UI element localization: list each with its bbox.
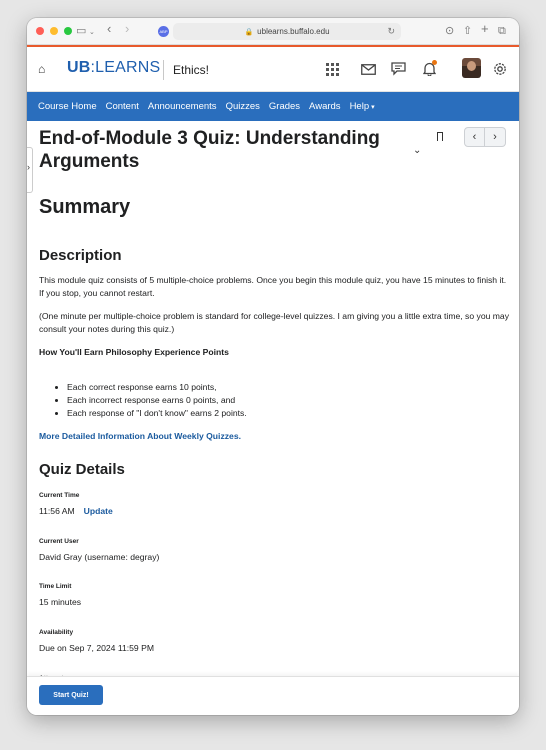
nav-announcements[interactable]: Announcements xyxy=(147,101,217,112)
bookmark-icon[interactable] xyxy=(437,132,443,141)
points-heading: How You'll Earn Philosophy Experience Points xyxy=(39,347,229,357)
points-list xyxy=(57,381,247,420)
description-note: (One minute per multiple-choice problem is standard for college-level quizzes. I am giving you a little extra time, so you may consult your notes during this quiz.) xyxy=(39,311,510,334)
browser-toolbar xyxy=(27,18,519,45)
description-heading: Description xyxy=(39,247,122,264)
course-name[interactable]: Ethics! xyxy=(173,63,210,77)
download-icon[interactable]: ⊙ xyxy=(445,25,455,37)
time-limit-value: 15 minutes xyxy=(39,597,82,607)
lock-icon: 🔒 xyxy=(244,28,254,36)
start-quiz-button[interactable]: Start Quiz! xyxy=(39,685,103,705)
current-time-value: 11:56 AM Update xyxy=(39,506,113,516)
current-time-label: Current Time xyxy=(39,492,80,499)
gear-icon[interactable] xyxy=(491,60,509,78)
list-item: • Each incorrect response earns 0 points, and xyxy=(67,394,247,407)
summary-heading: Summary xyxy=(39,196,131,218)
list-item: • Each response of "I don't know" earns 2 points. xyxy=(67,407,247,420)
avatar[interactable] xyxy=(462,58,481,78)
next-topic-button[interactable]: › xyxy=(485,127,506,147)
time-limit-label: Time Limit xyxy=(39,583,72,590)
update-time-link[interactable]: Update xyxy=(83,506,113,516)
previous-topic-button[interactable]: ‹ xyxy=(464,127,485,147)
address-bar[interactable] xyxy=(173,23,401,40)
home-icon[interactable]: ⌂ xyxy=(38,62,46,76)
forward-icon[interactable]: › xyxy=(125,21,130,36)
quiz-footer xyxy=(27,676,519,715)
extension-badge-icon[interactable]: ABP xyxy=(158,26,169,37)
list-item: • Each correct response earns 10 points, xyxy=(67,381,247,394)
nav-help[interactable]: Help ▾ xyxy=(349,101,375,112)
share-icon[interactable]: ⇧ xyxy=(463,25,473,37)
browser-window xyxy=(27,18,519,715)
tab-overview-icon[interactable]: ⧉ xyxy=(498,25,506,37)
back-icon[interactable]: ‹ xyxy=(107,21,112,36)
close-window-button[interactable] xyxy=(36,27,44,35)
new-tab-icon[interactable]: + xyxy=(481,21,489,36)
url-text: ublearns.buffalo.edu xyxy=(257,27,330,36)
chevron-down-icon[interactable]: ⌄ xyxy=(89,29,95,36)
lms-header xyxy=(27,47,519,92)
topic-pager xyxy=(464,127,506,147)
zoom-window-button[interactable] xyxy=(64,27,72,35)
nav-course-home[interactable]: Course Home xyxy=(38,101,97,112)
main-content xyxy=(27,121,519,676)
message-icon[interactable] xyxy=(359,60,377,78)
description-paragraph: This module quiz consists of 5 multiple-choice problems. Once you begin this module quiz, you have 15 minutes to finish it. If you stop, you cannot restart. xyxy=(39,275,507,298)
nav-quizzes[interactable]: Quizzes xyxy=(225,101,260,112)
chat-icon[interactable] xyxy=(389,60,407,78)
header-divider xyxy=(163,60,164,80)
window-controls xyxy=(36,27,72,35)
page-title: End-of-Module 3 Quiz: Understanding Arguments xyxy=(39,128,380,172)
notification-bell-icon[interactable] xyxy=(420,60,438,78)
current-user-value: David Gray (username: degray) xyxy=(39,552,160,562)
nav-grades[interactable]: Grades xyxy=(268,101,301,112)
current-user-label: Current User xyxy=(39,538,79,545)
sidebar-icon[interactable]: ▭ xyxy=(76,25,87,37)
quiz-details-heading: Quiz Details xyxy=(39,461,125,478)
availability-label: Availability xyxy=(39,629,74,636)
notification-dot-icon xyxy=(432,60,437,65)
ub-learns-logo[interactable]: UB:LEARNS xyxy=(67,59,161,76)
course-navbar xyxy=(27,92,519,121)
reload-icon[interactable]: ↻ xyxy=(387,26,395,36)
more-info-link[interactable]: More Detailed Information About Weekly Quizzes. xyxy=(39,431,241,441)
nav-content[interactable]: Content xyxy=(105,101,139,112)
availability-value: Due on Sep 7, 2024 11:59 PM xyxy=(39,643,154,653)
side-panel-toggle[interactable] xyxy=(27,147,33,193)
nav-awards[interactable]: Awards xyxy=(309,101,341,112)
chevron-down-icon[interactable]: ⌄ xyxy=(413,145,422,156)
minimize-window-button[interactable] xyxy=(50,27,58,35)
course-selector-icon[interactable] xyxy=(323,60,341,78)
chevron-down-icon: ▾ xyxy=(371,104,375,111)
